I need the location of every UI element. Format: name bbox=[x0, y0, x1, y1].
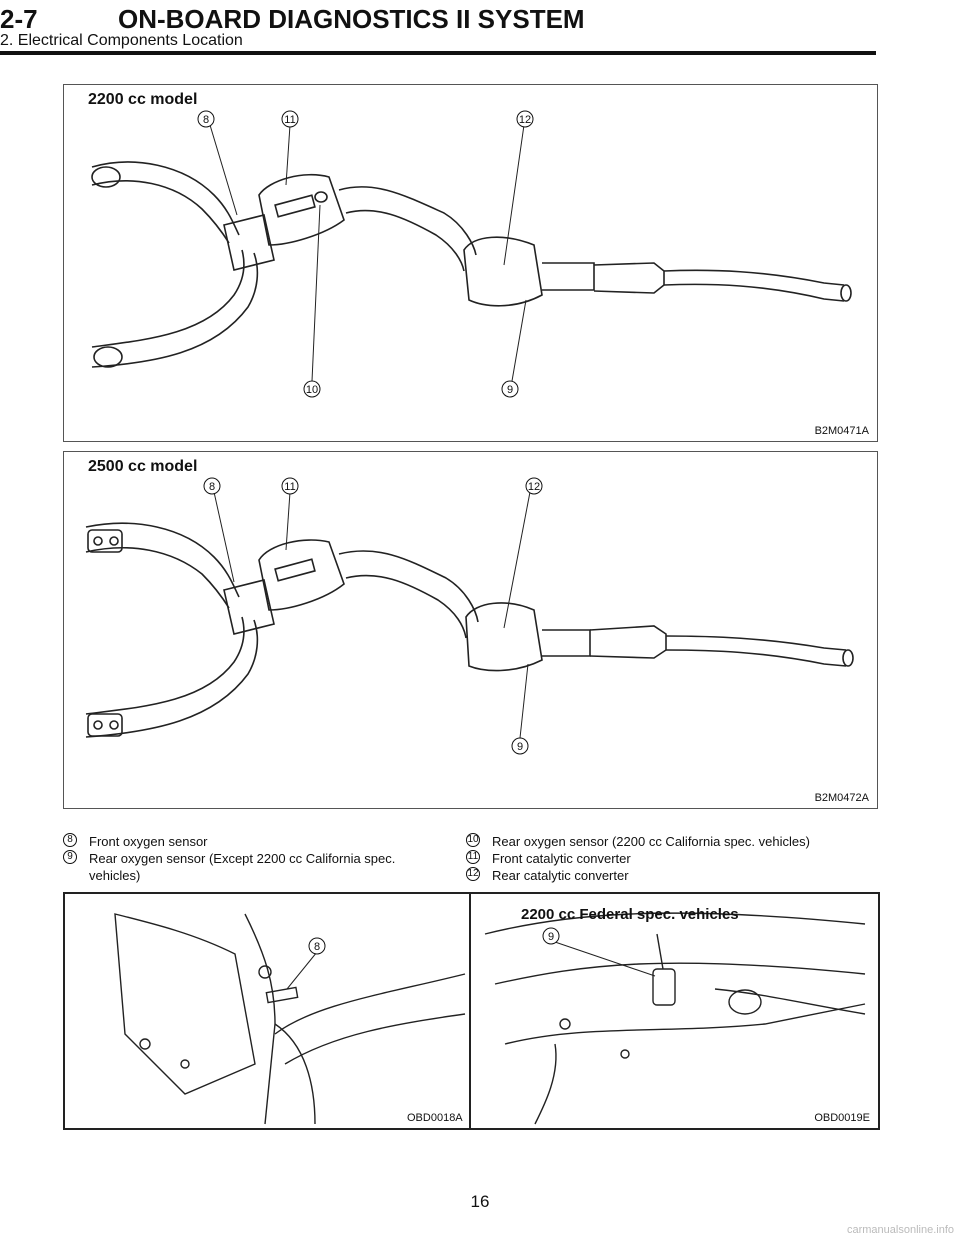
callout-12: 12 bbox=[527, 481, 541, 493]
legend-number: 12 bbox=[467, 868, 479, 879]
callout-8: 8 bbox=[202, 114, 210, 126]
callout-11: 11 bbox=[284, 481, 296, 493]
panel-label: 2200 cc Federal spec. vehicles bbox=[521, 906, 739, 923]
page-title: ON-BOARD DIAGNOSTICS II SYSTEM bbox=[118, 4, 585, 34]
legend-item bbox=[63, 833, 443, 850]
callout-9: 9 bbox=[506, 384, 514, 396]
legend-item bbox=[466, 833, 876, 850]
model-label: 2500 cc model bbox=[88, 458, 198, 475]
legend-item bbox=[63, 850, 443, 884]
figure-code: B2M0472A bbox=[814, 792, 869, 804]
model-label: 2200 cc model bbox=[88, 91, 198, 108]
callout-8: 8 bbox=[208, 481, 216, 493]
legend-right bbox=[466, 833, 876, 884]
exhaust-diagram-2200 bbox=[64, 85, 877, 441]
header-rule bbox=[0, 51, 876, 55]
callout-9: 9 bbox=[516, 741, 524, 753]
legend-item bbox=[466, 867, 876, 884]
watermark: carmanualsonline.info bbox=[846, 1224, 954, 1236]
callout-9: 9 bbox=[547, 931, 555, 943]
legend-text: Front catalytic converter bbox=[492, 851, 631, 866]
legend-number: 9 bbox=[63, 850, 77, 864]
exhaust-diagram-2500 bbox=[64, 452, 877, 808]
legend-item bbox=[466, 850, 876, 867]
legend-text: Rear oxygen sensor (2200 cc California spec. vehicles) bbox=[492, 834, 810, 849]
legend-text: Rear oxygen sensor (Except 2200 cc California spec. vehicles) bbox=[89, 851, 396, 883]
page-subtitle: 2. Electrical Components Location bbox=[0, 32, 243, 49]
sensor-location-drawings bbox=[65, 894, 878, 1128]
callout-11: 11 bbox=[284, 114, 296, 126]
callout-10: 10 bbox=[305, 384, 319, 396]
figure-code-left: OBD0018A bbox=[407, 1112, 463, 1124]
figure-code: B2M0471A bbox=[814, 425, 869, 437]
page-number: 16 bbox=[470, 1192, 490, 1211]
figure-2500cc bbox=[63, 451, 878, 809]
callout-8: 8 bbox=[313, 941, 321, 953]
legend-number: 8 bbox=[63, 833, 77, 847]
callout-12: 12 bbox=[518, 114, 532, 126]
legend-number: 10 bbox=[467, 834, 479, 845]
legend-left bbox=[63, 833, 443, 884]
section-number: 2-7 bbox=[0, 4, 38, 34]
figure-sensor-locations bbox=[63, 892, 880, 1130]
legend-text: Rear catalytic converter bbox=[492, 868, 629, 883]
figure-2200cc bbox=[63, 84, 878, 442]
legend-number: 11 bbox=[467, 851, 479, 862]
figure-code-right: OBD0019E bbox=[814, 1112, 870, 1124]
legend-text: Front oxygen sensor bbox=[89, 834, 208, 849]
